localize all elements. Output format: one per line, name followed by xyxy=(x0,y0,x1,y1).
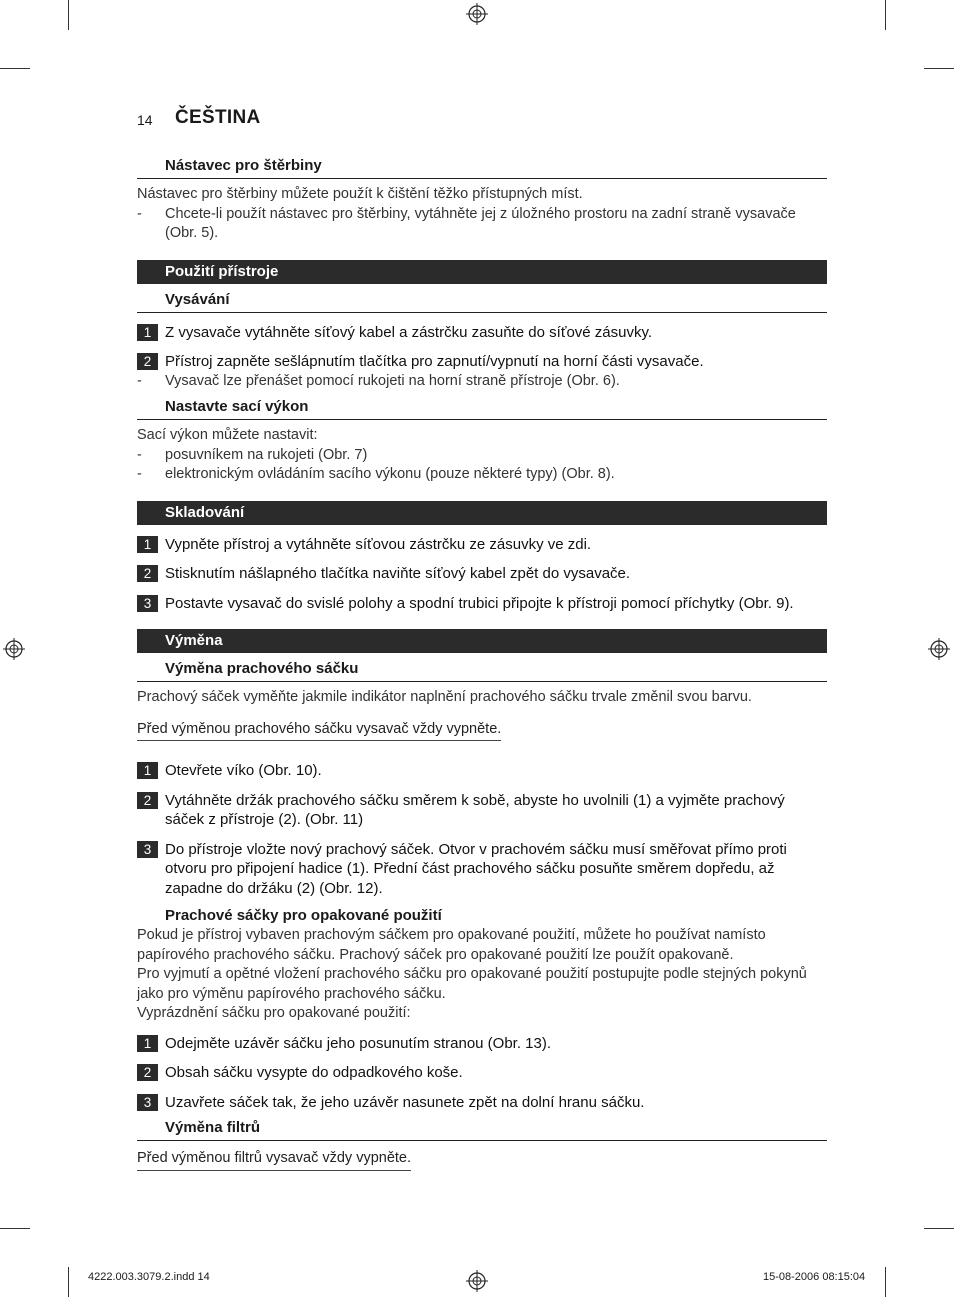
crop-mark xyxy=(68,1267,69,1297)
list-item: - elektronickým ovládáním sacího výkonu (pouze některé typy) (Obr. 8). xyxy=(137,465,827,485)
step-item: 1 Otevřete víko (Obr. 10). xyxy=(137,761,827,781)
step-item: 3 Uzavřete sáček tak, že jeho uzávěr nasunete zpět na dolní hranu sáčku. xyxy=(137,1093,827,1113)
step-number: 1 xyxy=(137,1035,158,1052)
page-number: 14 xyxy=(137,112,153,128)
step-item: 2 Obsah sáčku vysypte do odpadkového koše. xyxy=(137,1063,827,1083)
list-item: - Chcete-li použít nástavec pro štěrbiny, vytáhněte jej z úložného prostoru na zadní straně vysavače (Obr. 5). xyxy=(137,205,796,241)
bullet-dash: - xyxy=(137,372,142,389)
step-item: 2 Vytáhněte držák prachového sáčku směrem k sobě, abyste ho uvolnili (1) a vyjměte prachový sáček z přístroje (2). (Obr. 11) xyxy=(137,791,827,830)
step-number: 3 xyxy=(137,595,158,612)
step-number: 2 xyxy=(137,1064,158,1081)
page-content xyxy=(137,156,827,1171)
paragraph: Pro vyjmutí a opětné vložení prachového sáčku pro opakované použití postupujte podle stejných pokynů jako pro výměnu papírového prachového sáčku. xyxy=(137,966,807,1002)
subheading-dustbag: Výměna prachového sáčku xyxy=(137,659,827,682)
paragraph: Pokud je přístroj vybaven prachovým sáčkem pro opakované použití, můžete ho používat namísto papírového prachového sáčku. Prachový sáček pro opakované použití lze použít opakovaně. xyxy=(137,927,766,963)
crop-mark xyxy=(924,68,954,69)
step-number: 3 xyxy=(137,1094,158,1111)
crop-mark xyxy=(0,68,30,69)
subheading-reusable-bags: Prachové sáčky pro opakované použití xyxy=(165,907,442,924)
section-heading-storage: Skladování xyxy=(137,501,827,525)
crop-mark xyxy=(68,0,69,30)
registration-mark-icon xyxy=(466,1270,488,1292)
subheading-suction: Nastavte sací výkon xyxy=(137,397,827,420)
subheading-vacuuming: Vysávání xyxy=(137,290,827,313)
paragraph: Nástavec pro štěrbiny můžete použít k čištění těžko přístupných míst. xyxy=(137,186,583,202)
subheading-filters: Výměna filtrů xyxy=(137,1118,827,1141)
step-item: 1 Z vysavače vytáhněte síťový kabel a zástrčku zasuňte do síťové zásuvky. xyxy=(137,323,827,343)
crop-mark xyxy=(0,1228,30,1229)
registration-mark-icon xyxy=(3,638,25,660)
step-number: 1 xyxy=(137,324,158,341)
bullet-dash: - xyxy=(137,446,142,463)
warning-note: Před výměnou prachového sáčku vysavač vždy vypněte. xyxy=(137,720,501,742)
language-title: ČEŠTINA xyxy=(175,107,261,128)
step-number: 3 xyxy=(137,841,158,858)
bullet-dash: - xyxy=(137,466,142,482)
crop-mark xyxy=(885,0,886,30)
registration-mark-icon xyxy=(928,638,950,660)
paragraph: Vyprázdnění sáčku pro opakované použití: xyxy=(137,1005,411,1021)
paragraph: Sací výkon můžete nastavit: xyxy=(137,427,318,443)
step-item: 1 Odejměte uzávěr sáčku jeho posunutím stranou (Obr. 13). xyxy=(137,1034,827,1054)
subheading-crevice-tool: Nástavec pro štěrbiny xyxy=(137,156,827,179)
registration-mark-icon xyxy=(466,3,488,25)
paragraph: Prachový sáček vyměňte jakmile indikátor naplnění prachového sáčku trvale změnil svou barvu. xyxy=(137,689,752,705)
step-item: 2 Přístroj zapněte sešlápnutím tlačítka pro zapnutí/vypnutí na horní části vysavače. xyxy=(137,352,827,372)
step-item: 3 Do přístroje vložte nový prachový sáček. Otvor v prachovém sáčku musí směřovat přímo proti otvoru pro připojení hadice (1). Přední část prachového sáčku posuňte směrem dopředu, až zapadne do držáku (2) (Obr. 12). xyxy=(137,840,827,899)
section-heading-use: Použití přístroje xyxy=(137,260,827,284)
step-number: 2 xyxy=(137,565,158,582)
step-item: 1 Vypněte přístroj a vytáhněte síťovou zástrčku ze zásuvky ve zdi. xyxy=(137,535,827,555)
step-number: 2 xyxy=(137,353,158,370)
section-heading-replacement: Výměna xyxy=(137,629,827,653)
step-number: 2 xyxy=(137,792,158,809)
step-number: 1 xyxy=(137,536,158,553)
step-item: 2 Stisknutím nášlapného tlačítka naviňte síťový kabel zpět do vysavače. xyxy=(137,564,827,584)
warning-note: Před výměnou filtrů vysavač vždy vypněte. xyxy=(137,1149,411,1171)
crop-mark xyxy=(924,1228,954,1229)
step-item: 3 Postavte vysavač do svislé polohy a spodní trubici připojte k přístroji pomocí příchytky (Obr. 9). xyxy=(137,594,827,614)
footer-date: 15-08-2006 08:15:04 xyxy=(763,1271,866,1283)
step-number: 1 xyxy=(137,762,158,779)
footer-file-info: 4222.003.3079.2.indd 14 xyxy=(88,1271,210,1283)
crop-mark xyxy=(885,1267,886,1297)
list-item: - Vysavač lze přenášet pomocí rukojeti na horní straně přístroje (Obr. 6). xyxy=(137,372,827,392)
list-item: - posuvníkem na rukojeti (Obr. 7) xyxy=(137,446,827,466)
bullet-dash: - xyxy=(137,205,142,222)
